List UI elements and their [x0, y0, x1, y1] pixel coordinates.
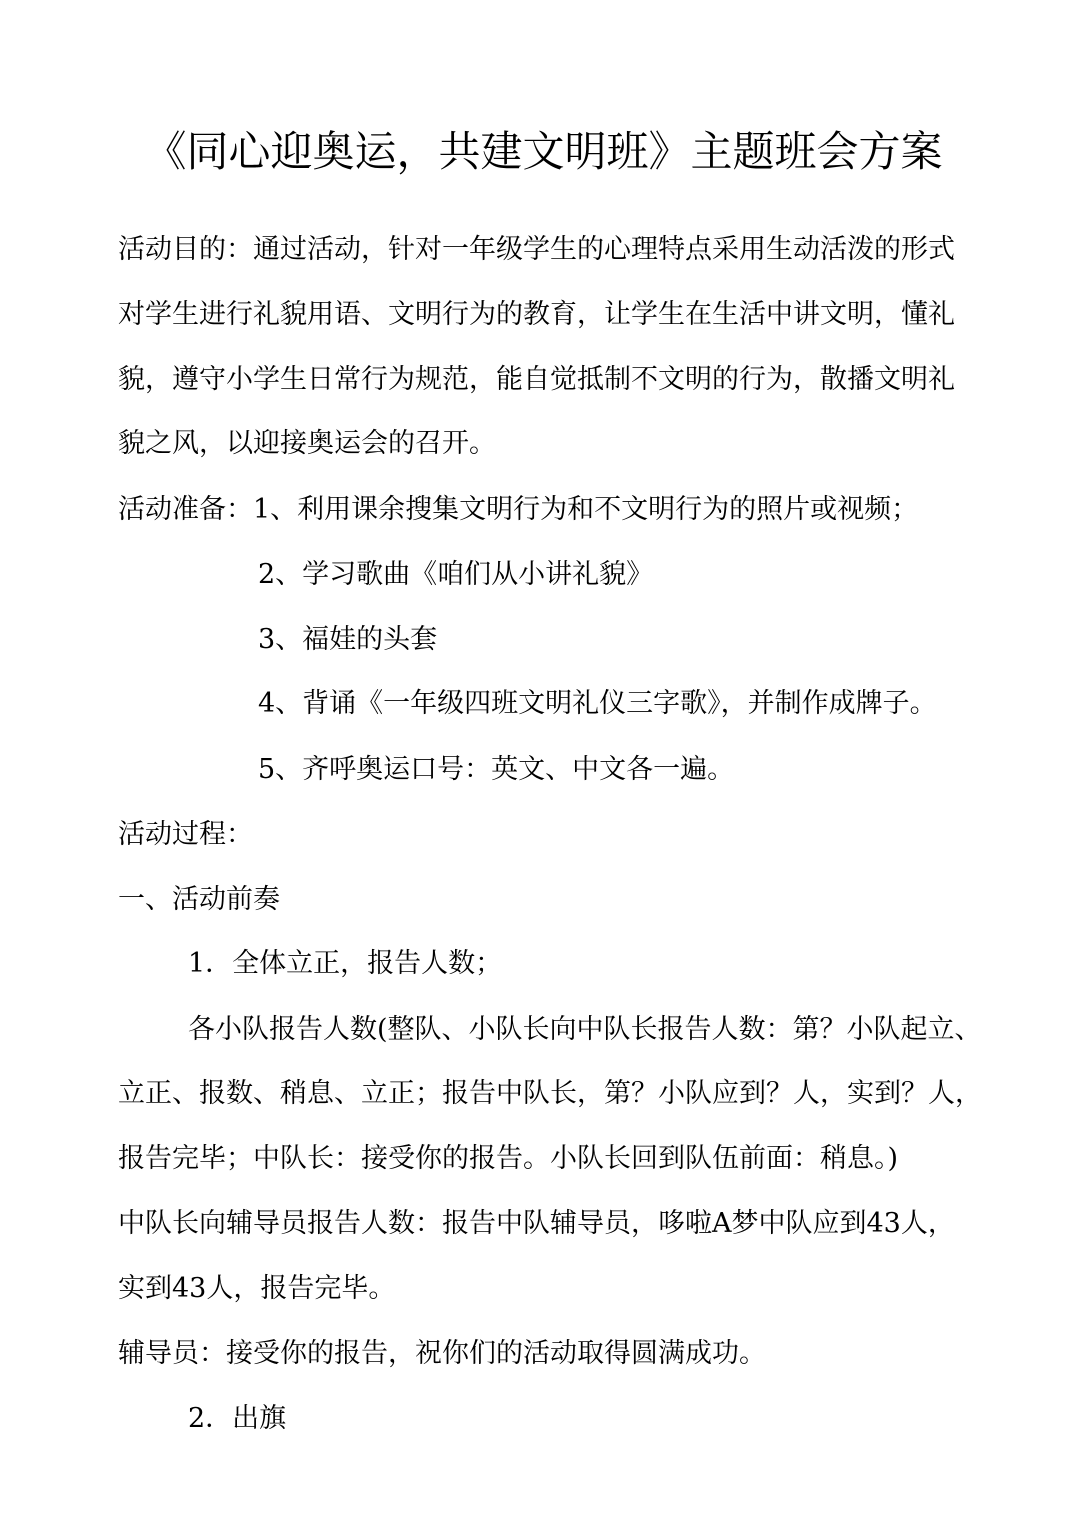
process-heading: 活动过程：: [118, 819, 253, 850]
preparation-item-4: 4、背诵《一年级四班文明礼仪三字歌》，并制作成牌子。: [258, 688, 937, 719]
preparation-item-3: 3、福娃的头套: [258, 624, 438, 655]
report-line-1: 各小队报告人数(整队、小队长向中队长报告人数：第？小队起立、: [188, 1014, 982, 1045]
report-line-2: 立正、报数、稍息、立正；报告中队长，第？小队应到？人，实到？人，: [118, 1078, 982, 1109]
purpose-line-3: 貌，遵守小学生日常行为规范，能自觉抵制不文明的行为，散播文明礼: [118, 364, 955, 395]
counselor-report-line-2: 实到43人，报告完毕。: [118, 1273, 396, 1304]
counselor-report-line-1: 中队长向辅导员报告人数：报告中队辅导员，哆啦A梦中队应到43人，: [118, 1208, 955, 1239]
purpose-line-2: 对学生进行礼貌用语、文明行为的教育，让学生在生活中讲文明，懂礼: [118, 299, 955, 330]
report-line-3: 报告完毕；中队长：接受你的报告。小队长回到队伍前面：稍息。): [118, 1143, 899, 1174]
section-one-heading: 一、活动前奏: [118, 884, 280, 915]
preparation-item-2: 2、学习歌曲《咱们从小讲礼貌》: [258, 559, 654, 590]
purpose-line-1: 活动目的：通过活动，针对一年级学生的心理特点采用生动活泼的形式: [118, 234, 955, 265]
preparation-line-1: 活动准备：1、利用课余搜集文明行为和不文明行为的照片或视频；: [118, 494, 919, 525]
step-1: 1．全体立正，报告人数；: [188, 948, 503, 979]
page-title: 《同心迎奥运，共建文明班》主题班会方案: [144, 127, 943, 176]
step-2: 2．出旗: [188, 1403, 287, 1434]
counselor-reply: 辅导员：接受你的报告，祝你们的活动取得圆满成功。: [118, 1338, 766, 1369]
preparation-item-5: 5、齐呼奥运口号：英文、中文各一遍。: [258, 754, 735, 785]
purpose-line-4: 貌之风，以迎接奥运会的召开。: [118, 428, 496, 459]
